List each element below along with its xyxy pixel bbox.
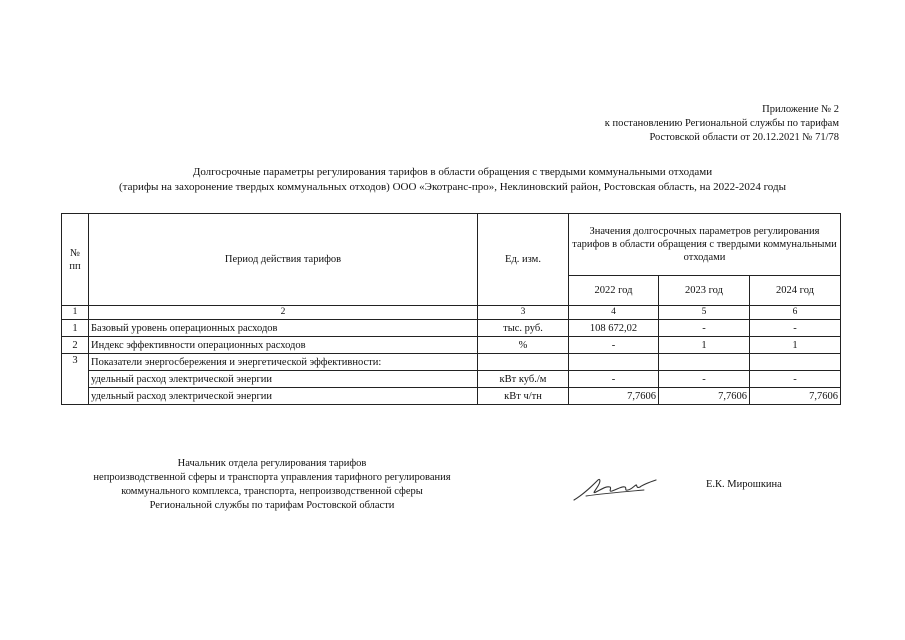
row-name: Индекс эффективности операционных расходов [89,337,478,354]
row-value-2024: 7,7606 [750,388,841,405]
position-line-4: Региональной службы по тарифам Ростовской области [149,500,395,511]
header-num: № пп [62,214,89,306]
row-value-2023: 1 [659,337,750,354]
position-line-2: непроизводственной сферы и транспорта управления тарифного регулирования [93,472,451,483]
table-row [62,337,841,354]
header-unit: Ед. изм. [478,214,569,306]
row-unit: кВт ч/тн [478,388,569,405]
header-row [62,214,841,276]
table-row [62,371,841,388]
row-value-2022: - [569,337,659,354]
table-row [62,354,841,371]
col-number: 2 [89,306,478,320]
position-line-3: коммунального комплекса, транспорта, непроизводственной сферы [121,486,423,497]
col-number: 5 [659,306,750,320]
col-number: 3 [478,306,569,320]
position-line-1: Начальник отдела регулирования тарифов [177,458,367,469]
appendix-line-3: Ростовской области от 20.12.2021 № 71/78 [649,132,839,143]
header-year-2024: 2024 год [750,276,841,306]
col-number: 1 [62,306,89,320]
column-number-row [62,306,841,320]
handwritten-signature [570,472,660,504]
appendix-line-2: к постановлению Региональной службы по тарифам [604,118,839,129]
row-value-2024: 1 [750,337,841,354]
row-unit [478,354,569,371]
row-value-2022 [569,354,659,371]
row-name: удельный расход электрической энергии [89,388,478,405]
row-value-2023: 7,7606 [659,388,750,405]
row-value-2022: 7,7606 [569,388,659,405]
row-value-2022: - [569,371,659,388]
appendix-line-1: Приложение № 2 [762,104,839,115]
row-value-2024: - [750,320,841,337]
document-title [0,165,905,195]
row-unit: кВт куб./м [478,371,569,388]
row-name: Базовый уровень операционных расходов [89,320,478,337]
row-value-2024: - [750,371,841,388]
col-number: 6 [750,306,841,320]
parameters-table [61,213,841,405]
table-row [62,320,841,337]
row-value-2023: - [659,320,750,337]
row-num: 1 [62,320,89,337]
header-values: Значения долгосрочных параметров регулирования тарифов в области обращения с твердыми коммунальными отходами [569,214,841,276]
appendix-header [605,103,839,145]
row-value-2023 [659,354,750,371]
header-year-2022: 2022 год [569,276,659,306]
title-line-2: (тарифы на захоронение твердых коммунальных отходов) ООО «Экотранс-про», Неклиновский район, Ростовская область, на 2022-2024 годы [119,181,786,193]
row-value-2022: 108 672,02 [569,320,659,337]
col-number: 4 [569,306,659,320]
row-value-2024 [750,354,841,371]
header-period: Период действия тарифов [89,214,478,306]
row-num: 3 [62,354,89,405]
row-unit: % [478,337,569,354]
table-row [62,388,841,405]
row-value-2023: - [659,371,750,388]
signer-name: Е.К. Мирошкина [706,479,782,490]
signatory-position [62,457,482,513]
row-unit: тыс. руб. [478,320,569,337]
title-line-1: Долгосрочные параметры регулирования тарифов в области обращения с твердыми коммунальными отходами [192,166,713,178]
header-year-2023: 2023 год [659,276,750,306]
row-name: удельный расход электрической энергии [89,371,478,388]
row-name: Показатели энергосбережения и энергетической эффективности: [89,354,478,371]
row-num: 2 [62,337,89,354]
